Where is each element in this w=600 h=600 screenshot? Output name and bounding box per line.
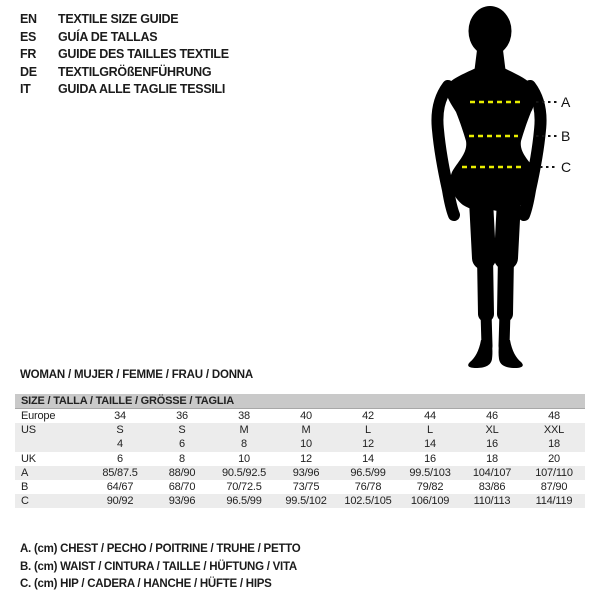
- language-code: ES: [20, 29, 37, 44]
- size-cell: 90.5/92.5: [221, 466, 267, 479]
- size-cell: 12: [362, 438, 374, 451]
- measurement-note: C. (cm) HIP / CADERA / HANCHE / HÜFTE / HIPS: [20, 578, 272, 591]
- size-cell: 48: [548, 410, 560, 422]
- size-cell: 6: [179, 438, 185, 451]
- measure-leader-lines: [536, 102, 558, 167]
- table-row: [15, 423, 585, 437]
- size-cell: 40: [300, 410, 312, 422]
- size-cell: 102.5/105: [344, 495, 392, 508]
- size-cell: 83/86: [478, 480, 506, 493]
- size-cell: 36: [176, 410, 188, 422]
- size-cell: 79/82: [416, 480, 444, 493]
- size-cell: XL: [485, 424, 499, 437]
- row-label: Europe: [21, 410, 56, 422]
- table-row: [15, 409, 585, 423]
- size-cell: 99.5/102: [285, 495, 327, 508]
- size-cell: L: [427, 424, 433, 437]
- language-code: FR: [20, 47, 37, 61]
- silhouette-torso: [445, 68, 537, 211]
- size-cell: 10: [238, 452, 250, 465]
- silhouette-right-foot: [499, 340, 523, 368]
- woman-silhouette: [437, 6, 540, 368]
- size-cell: 38: [238, 410, 250, 422]
- language-row: [20, 29, 229, 47]
- silhouette-head: [469, 6, 512, 56]
- size-cell: S: [178, 424, 186, 437]
- language-label: GUIDA ALLE TAGLIE TESSILI: [58, 82, 226, 96]
- language-row: [20, 81, 229, 99]
- size-cell: 73/75: [292, 480, 320, 493]
- row-label: [15, 437, 89, 451]
- size-cell: 18: [486, 452, 498, 465]
- language-code: DE: [20, 64, 37, 79]
- size-cell: 70/72.5: [226, 480, 262, 493]
- size-cell: 68/70: [168, 480, 196, 493]
- row-label: C: [21, 495, 29, 508]
- size-cell: 14: [424, 438, 436, 451]
- measure-label-b: B: [561, 128, 571, 144]
- size-cell: 88/90: [168, 466, 196, 479]
- measure-label-a: A: [561, 94, 571, 110]
- size-cell: 6: [117, 452, 123, 465]
- silhouette-left-arm: [437, 86, 454, 215]
- size-cell: 16: [486, 438, 498, 451]
- silhouette-legs: [481, 200, 509, 346]
- size-cell: 10: [300, 438, 312, 451]
- table-row: [15, 494, 585, 508]
- size-cell: XXL: [543, 424, 565, 437]
- size-cell: S: [116, 424, 124, 437]
- table-row: [15, 452, 585, 466]
- size-cell: 76/78: [354, 480, 382, 493]
- size-cell: 110/113: [473, 495, 511, 508]
- silhouette-left-foot: [468, 340, 492, 368]
- size-cell: 96.5/99: [226, 495, 262, 508]
- measure-label-c: C: [561, 159, 572, 175]
- measurement-note: A. (cm) CHEST / PECHO / POITRINE / TRUHE / PETTO: [20, 543, 301, 555]
- table-row: [15, 466, 585, 480]
- size-cell: 93/96: [292, 466, 320, 479]
- size-cell: M: [239, 424, 249, 437]
- language-label: TEXTILGRÖßENFÜHRUNG: [58, 64, 212, 79]
- language-row: [20, 46, 229, 64]
- size-cell: M: [301, 424, 311, 437]
- measurement-note: B. (cm) WAIST / CINTURA / TAILLE / HÜFTUNG / VITA: [20, 560, 297, 573]
- row-label: A: [21, 466, 29, 479]
- language-row: [20, 64, 229, 82]
- size-cell: 64/67: [106, 480, 134, 493]
- size-cell: 4: [117, 438, 123, 451]
- measurement-notes: [20, 541, 300, 594]
- language-label: TEXTILE SIZE GUIDE: [58, 12, 179, 26]
- size-cell: 16: [424, 452, 436, 465]
- language-label: GUÍA DE TALLAS: [58, 29, 158, 44]
- size-cell: 42: [362, 410, 374, 422]
- size-cell: 99.5/103: [409, 466, 451, 479]
- size-table-body: [15, 409, 585, 508]
- language-code: IT: [20, 82, 31, 96]
- size-cell: 8: [241, 438, 247, 451]
- table-row: [15, 480, 585, 494]
- language-guide-list: [20, 11, 229, 99]
- row-label: US: [21, 424, 36, 437]
- size-cell: 20: [548, 452, 560, 465]
- size-cell: 85/87.5: [102, 466, 138, 479]
- size-cell: 107/110: [535, 466, 573, 479]
- section-title: WOMAN / MUJER / FEMME / FRAU / DONNA: [20, 369, 254, 381]
- size-cell: 93/96: [168, 495, 196, 508]
- language-row: [20, 11, 229, 29]
- size-cell: 96.5/99: [350, 466, 386, 479]
- row-label: UK: [21, 452, 36, 465]
- size-cell: 114/119: [535, 495, 573, 508]
- measure-dash-lines: [462, 102, 524, 167]
- table-row: [15, 437, 585, 451]
- size-table-header: SIZE / TALLA / TAILLE / GRÖSSE / TAGLIA: [15, 394, 585, 409]
- size-cell: 87/90: [540, 480, 568, 493]
- size-table: [15, 394, 585, 508]
- size-cell: 18: [548, 438, 560, 451]
- size-cell: 90/92: [106, 495, 134, 508]
- row-label: B: [21, 480, 29, 493]
- silhouette-neck: [474, 42, 506, 74]
- size-cell: 8: [179, 452, 185, 465]
- size-cell: 104/107: [472, 466, 512, 479]
- size-cell: 44: [424, 410, 436, 422]
- language-code: EN: [20, 12, 37, 26]
- size-cell: 12: [300, 452, 312, 465]
- size-cell: L: [365, 424, 371, 437]
- language-label: GUIDE DES TAILLES TEXTILE: [58, 47, 229, 61]
- size-cell: 106/109: [410, 495, 450, 508]
- size-cell: 46: [486, 410, 498, 422]
- size-cell: 34: [114, 410, 126, 422]
- silhouette-right-arm: [524, 86, 541, 215]
- size-cell: 14: [362, 452, 374, 465]
